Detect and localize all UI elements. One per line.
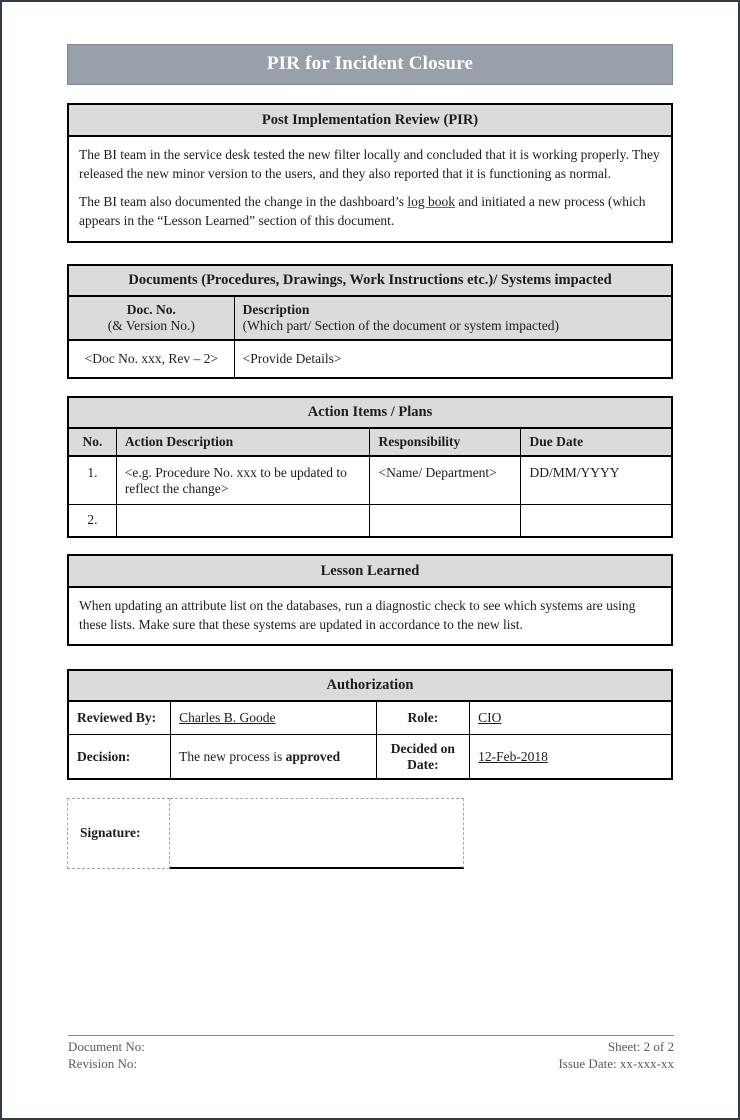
lesson-learned-header: Lesson Learned xyxy=(69,556,671,588)
decision-value: The new process is approved xyxy=(171,735,376,779)
reviewed-by-label: Reviewed By: xyxy=(68,701,171,735)
lesson-learned-section xyxy=(67,554,673,646)
due-date-column-header: Due Date xyxy=(521,428,672,456)
pir-section xyxy=(67,103,673,243)
action-description-cell xyxy=(116,505,370,537)
pir-paragraph-2-after: and initiated a new process (which appears in the “Lesson Learned” section of this document. xyxy=(79,194,646,229)
no-column-header: No. xyxy=(68,428,116,456)
action-responsibility-cell xyxy=(370,505,521,537)
log-book-link[interactable]: log book xyxy=(407,194,456,210)
action-items-table-title: Action Items / Plans xyxy=(68,397,672,428)
document-content xyxy=(67,44,673,869)
pir-paragraph-2 xyxy=(79,192,661,230)
document-title: PIR for Incident Closure xyxy=(266,53,474,74)
pir-paragraph-2-before: The BI team also documented the change in the dashboard’s xyxy=(79,194,408,210)
issue-date: Issue Date: xx-xxx-xx xyxy=(558,1055,674,1071)
doc-no-column-header xyxy=(68,296,234,340)
documents-table-row xyxy=(68,340,672,378)
action-description-cell: <e.g. Procedure No. xxx to be updated to reflect the change> xyxy=(116,456,370,505)
documents-table xyxy=(67,264,673,379)
footer-right xyxy=(558,1039,674,1073)
footer-left xyxy=(68,1039,145,1073)
page-footer xyxy=(68,1035,674,1073)
action-no-cell: 1. xyxy=(68,456,116,505)
signature-line[interactable] xyxy=(170,798,464,869)
action-due-date-cell xyxy=(521,505,672,537)
doc-no-subtitle: (& Version No.) xyxy=(107,317,195,333)
document-no-label: Document No: xyxy=(68,1039,145,1054)
pir-section-header: Post Implementation Review (PIR) xyxy=(69,105,671,137)
decision-label: Decision: xyxy=(68,735,171,779)
action-responsibility-cell: <Name/ Department> xyxy=(370,456,521,505)
description-column-header xyxy=(234,296,672,340)
action-due-date-cell: DD/MM/YYYY xyxy=(521,456,672,505)
authorization-row-1 xyxy=(68,701,672,735)
action-description-column-header: Action Description xyxy=(116,428,370,456)
revision-no-label: Revision No: xyxy=(68,1055,137,1071)
description-subtitle: (Which part/ Section of the document or system impacted) xyxy=(242,317,559,333)
signature-block xyxy=(67,798,464,869)
decided-on-date-value: 12-Feb-2018 xyxy=(470,735,672,779)
action-no-cell: 2. xyxy=(68,505,116,537)
role-label: Role: xyxy=(376,701,470,735)
document-title-banner xyxy=(67,44,673,85)
reviewed-by-value: Charles B. Goode xyxy=(171,701,376,735)
decision-value-approved: approved xyxy=(285,748,341,764)
role-value: CIO xyxy=(470,701,672,735)
description-title: Description xyxy=(242,301,310,317)
pir-paragraph-1: The BI team in the service desk tested the new filter locally and concluded that it is working properly. They released the new minor version to the users, and they also reported that it is functioning as normal. xyxy=(79,147,660,182)
pir-section-body xyxy=(69,137,671,241)
documents-table-title: Documents (Procedures, Drawings, Work Instructions etc.)/ Systems impacted xyxy=(68,265,672,296)
authorization-table-title: Authorization xyxy=(68,670,672,701)
authorization-row-2 xyxy=(68,735,672,779)
lesson-learned-text: When updating an attribute list on the databases, run a diagnostic check to see which systems are using these lists. Make sure that these systems are updated in accordance to the new list. xyxy=(79,597,636,632)
decided-on-date-label: Decided on Date: xyxy=(376,735,470,779)
signature-label: Signature: xyxy=(67,798,170,869)
responsibility-column-header: Responsibility xyxy=(370,428,521,456)
doc-no-title: Doc. No. xyxy=(126,301,176,317)
sheet-number: Sheet: 2 of 2 xyxy=(607,1039,674,1054)
description-cell: <Provide Details> xyxy=(234,340,672,378)
action-item-row-2 xyxy=(68,505,672,537)
action-item-row-1 xyxy=(68,456,672,505)
lesson-learned-body xyxy=(69,588,671,644)
doc-no-cell: <Doc No. xxx, Rev – 2> xyxy=(68,340,234,378)
action-items-table xyxy=(67,396,673,538)
authorization-table xyxy=(67,669,673,780)
